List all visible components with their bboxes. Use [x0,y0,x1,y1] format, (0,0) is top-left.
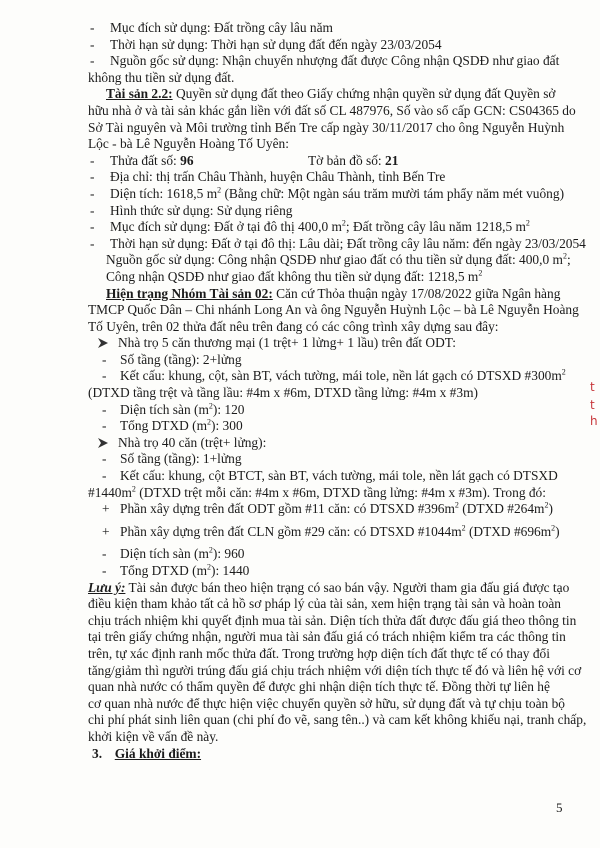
paragraph-line: TMCP Quốc Dân – Chi nhánh Long An và ông Nguyễn Huỳnh Lộc – bà Lê Nguyễn Hoàng [88,302,579,318]
list-item: - Mục đích sử dụng: Đất trồng cây lâu năm [90,20,333,35]
paragraph-line: trên, tự xác định ranh mốc thửa đất. Trong trường hợp diện tích đất thực tế có thay đổi [88,645,550,661]
list-item: - Tổng DTXD $(m^2)$: 1440 [102,562,250,578]
paragraph-line: chịu trách nhiệm khi quyết định mua tài sản. Diện tích thửa đất được đấu giá theo thông tin [88,612,577,628]
list-item-continuation: (DTXD tầng trệt và tầng lầu: #4m x #6m, DTXD tầng lửng: #4m x #3m) [88,385,478,401]
section-heading: 3. Giá khởi điểm: [92,745,202,761]
list-item: - Tổng DTXD $(m^2)$: 300 [102,417,243,434]
building-title: Nhà trọ 5 căn thương mại (1 trệt+ 1 lửng+ 1 lầu) trên đất ODT: [88,335,574,352]
list-item: - Địa chỉ: thị trấn Châu Thành, huyện Châu Thành, tỉnh Bến Tre [90,169,446,185]
list-item: - Diện tích sàn $(m^2)$: 960 [102,545,245,562]
list-item: - Hình thức sử dụng: Sử dụng riêng [90,202,293,218]
list-item-continuation: không thu tiền sử dụng đất. [88,69,235,85]
list-item: - Kết cấu: khung, cột, sàn BT, vách tường, mái tole, nền lát gạch có DTSXD $\#300m^2$ [102,368,566,384]
list-item-continuation: Công nhận QSDĐ như giao đất không thu tiền sử dụng đất: 1218,5 $m^2$ [106,268,483,284]
document-body [88,20,587,762]
list-item: - Số tầng (tầng): 2+lửng [102,351,242,367]
status-heading-line: Hiện trạng Nhóm Tài sản 02: Căn cứ Thỏa thuận ngày 17/08/2022 giữa Ngân hàng [106,285,561,301]
paragraph-line: khởi kiện về vấn đề này. [88,728,219,744]
list-item: - Diện tích sàn $(m^2)$: 120 [102,401,245,417]
status-heading: Hiện trạng Nhóm Tài sản 02: [106,285,273,301]
list-item: - Số tầng (tầng): 1+lửng [102,451,242,467]
paragraph-line: cơ quan nhà nước để thực hiện việc chuyển quyền sở hữu, sử dụng đất và tự chịu toàn bộ [88,695,565,711]
section-title: Giá khởi điểm: [114,745,202,761]
arrow-bullet-icon [96,436,110,450]
note-label: Lưu ý: [88,579,126,595]
arrow-bullet-icon [96,336,110,350]
paragraph-line: điều kiện tham khảo tất cả hồ sơ pháp lý của tài sản, xem hiện trạng tài sản và hoàn toàn [88,596,562,612]
sub-item: + Phần xây dựng trên đất ODT gồm #11 căn: có DTSXD $\#396m^2$ (DTXD $\#264m^2$) [102,500,553,517]
paragraph-line: tại trên giấy chứng nhận, người mua tài sản đấu giá có trách nhiệm kiểm tra các thông tin [88,629,566,645]
parcel-number: 96 [180,152,194,168]
list-item: - Kết cấu: khung, cột BTCT, sàn BT, vách tường, mái tole, nền lát gạch có DTSXD [102,468,558,484]
asset-heading: Tài sản 2.2: [106,86,173,102]
list-item: - Diện tích: 1618,5 $m^2$ (Bằng chữ: Một ngàn sáu trăm mười tám phẩy năm mét vuông) [90,185,565,201]
sub-item: + Phần xây dựng trên đất CLN gồm #29 căn: có DTSXD $\#1044m^2$ (DTXD $\#696m^2$) [102,523,560,539]
margin-mark: t [590,398,595,412]
parcel-info: - Thửa đất số: 96 Tờ bản đồ số: 21 [90,152,399,168]
paragraph-line: tăng/giảm thì người trúng đấu giá chịu trách nhiệm với diện tích thực tế đó và liên hệ với cơ [88,662,582,678]
margin-mark: h [590,414,598,428]
paragraph-line: hữu nhà ở và tài sản khác gắn liền với đất số CL 487976, Số vào sổ cấp GCN: CS04365 do [88,102,576,118]
asset-heading-line: Tài sản 2.2: Quyền sử dụng đất theo Giấy chứng nhận quyền sử dụng đất Quyền sở [106,86,556,102]
paragraph-line: Sở Tài nguyên và Môi trường tỉnh Bến Tre cấp ngày 30/11/2017 cho ông Nguyễn Huỳnh [88,119,565,135]
paragraph-line: Tố Uyên, trên 02 thửa đất nêu trên đang có các công trình xây dựng sau đây: [88,318,499,334]
paragraph-line: Lộc - bà Lê Nguyễn Hoàng Tố Uyên: [88,136,289,152]
list-item: - Thời hạn sử dụng: Thời hạn sử dụng đất đến ngày 23/03/2054 [90,36,442,52]
building-title: Nhà trọ 40 căn (trệt+ lửng): [88,435,574,452]
list-item-continuation: Nguồn gốc sử dụng: Công nhận QSDĐ như giao đất có thu tiền sử dụng đất: 400,0 $m^2$; [106,251,571,268]
list-item: - Thời hạn sử dụng: Đất ở tại đô thị: Lâu dài; Đất trồng cây lâu năm: đến ngày 23/03/2054 [90,235,586,251]
list-item: - Mục đích sử dụng: Đất ở tại đô thị 400,0 $m^2$; Đất trồng cây lâu năm 1218,5 $m^2$ [90,218,530,235]
page-number: 5 [556,800,563,815]
paragraph-line: quan nhà nước có thẩm quyền để được ghi nhận diện tích thực tế. Đồng thời tự liên hệ [88,679,550,695]
map-number: 21 [385,152,399,168]
list-item-continuation: $\#1440m^2$ (DTXD trệt mỗi căn: #4m x #6m, DTXD tầng lửng: #4m x #3m). Trong đó: [88,484,546,500]
paragraph-line: chi phí phát sinh liên quan (chi phí đo vẽ, sang tên..) và cam kết không khiếu nại, tranh chấp, [88,712,587,728]
list-item: - Nguồn gốc sử dụng: Nhận chuyển nhượng đất được Công nhận QSDĐ như giao đất [90,53,560,69]
note-first-line: Lưu ý: Tài sản được bán theo hiện trạng có sao bán vậy. Người tham gia đấu giá được tạo [88,579,570,595]
margin-mark: t [590,380,595,394]
